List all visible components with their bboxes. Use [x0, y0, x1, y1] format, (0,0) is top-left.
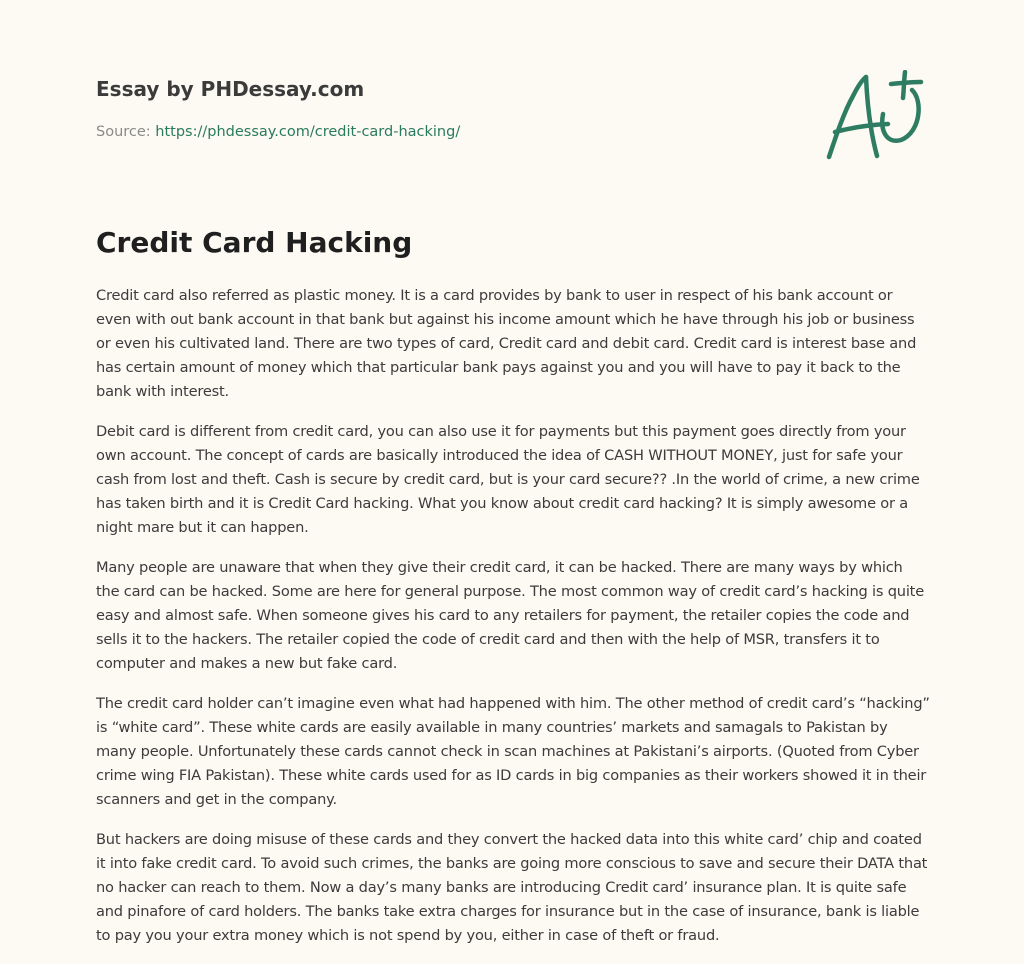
source-line: [96, 124, 460, 140]
source-label: Source:: [96, 124, 156, 140]
site-title: Essay by PHDessay.com: [96, 77, 365, 101]
a-plus-grade-logo-icon: [822, 70, 926, 164]
essay-body: [96, 284, 930, 964]
paragraph: Credit card also referred as plastic money. It is a card provides by bank to user in respect of his bank account or even with out bank account in that bank but against his income amount which he have through his job or business or even his cultivated land. There are two types of card, Credit card and debit card. Credit card is interest base and has certain amount of money which that particular bank pays against you and you will have to pay it back to the bank with interest.: [96, 287, 917, 400]
paragraph: Many people are unaware that when they give their credit card, it can be hacked. There are many ways by which the card can be hacked. Some are here for general purpose. The most common way of credit card’s hacking is quite easy and almost safe. When someone gives his card to any retailers for payment, the retailer copies the code and sells it to the hackers. The retailer copied the code of credit card and then with the help of MSR, transfers it to computer and makes a new but fake card.: [96, 559, 924, 672]
paragraph: Debit card is different from credit card, you can also use it for payments but this payment goes directly from your own account. The concept of cards are basically introduced the idea of CASH WITHOUT MONEY, just for safe your cash from lost and theft. Cash is secure by credit card, but is your card secure?? .In the world of crime, a new crime has taken birth and it is Credit Card hacking. What you know about credit card hacking? It is simply awesome or a night mare but it can happen.: [96, 423, 920, 536]
source-link[interactable]: https://phdessay.com/credit-card-hacking/: [155, 124, 461, 140]
essay-title: Credit Card Hacking: [96, 226, 413, 259]
paragraph: The credit card holder can’t imagine even what had happened with him. The other method of credit card’s “hacking” is “white card”. These white cards are easily available in many countries’ markets and samagals to Pakistan by many people. Unfortunately these cards cannot check in scan machines at Pakistani’s airports. (Quoted from Cyber crime wing FIA Pakistan). These white cards used for as ID cards in big companies as their workers showed it in their scanners and get in the company.: [96, 695, 930, 808]
paragraph: But hackers are doing misuse of these cards and they convert the hacked data into this white card’ chip and coated it into fake credit card. To avoid such crimes, the banks are going more conscious to save and secure their DATA that no hacker can reach to them. Now a day’s many banks are introducing Credit card’ insurance plan. It is quite safe and pinafore of card holders. The banks take extra charges for insurance but in the case of insurance, bank is liable to pay you your extra money which is not spend by you, either in case of theft or fraud.: [96, 831, 928, 944]
